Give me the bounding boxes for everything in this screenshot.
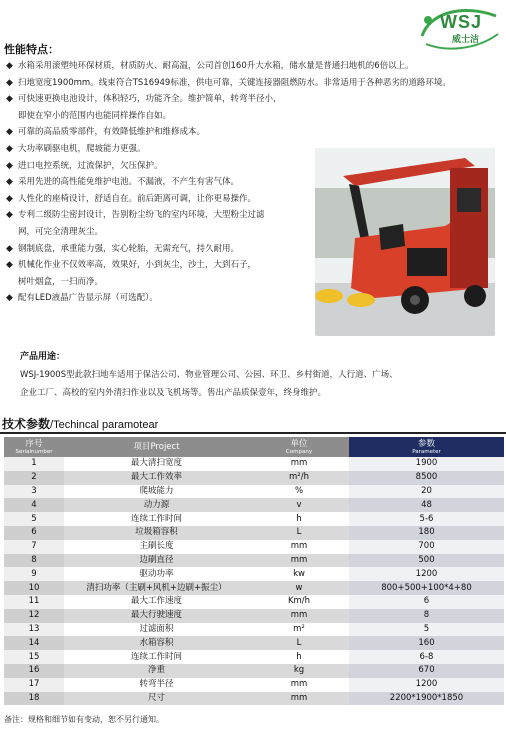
table-row bbox=[4, 692, 504, 706]
cell-project: 最大清扫宽度 bbox=[64, 457, 249, 471]
cell-unit: kw bbox=[249, 567, 349, 581]
cell-unit: mm bbox=[249, 609, 349, 623]
diamond-bullet-icon: ◆ bbox=[6, 61, 13, 71]
feature-item: ◆ 采用先进的高性能免维护电池。不漏液，不产生有害气体。 bbox=[6, 174, 496, 191]
cell-serial: 16 bbox=[4, 664, 64, 678]
cell-serial: 12 bbox=[4, 609, 64, 623]
diamond-bullet-icon: ◆ bbox=[6, 77, 13, 88]
spec-title-en: /Techincal paramotear bbox=[50, 419, 159, 431]
diamond-bullet-icon: ◆ bbox=[6, 193, 13, 204]
cell-project: 驱动功率 bbox=[64, 567, 249, 581]
cell-project: 连续工作时间 bbox=[64, 512, 249, 526]
feature-item: ◆ 水箱采用滚塑纯环保材质，材质防火、耐高温，公司首创160升大水箱，储水量是普通扫地机的6倍以上。 bbox=[6, 58, 496, 75]
cell-parameter: 48 bbox=[349, 498, 504, 512]
cell-project: 最大行驶速度 bbox=[64, 609, 249, 623]
cell-project: 最大工作效率 bbox=[64, 471, 249, 485]
cell-project: 最大工作速度 bbox=[64, 595, 249, 609]
cell-parameter: 180 bbox=[349, 526, 504, 540]
cell-serial: 15 bbox=[4, 650, 64, 664]
column-header-unit: 单位 Company bbox=[249, 437, 349, 457]
usage-text bbox=[20, 366, 490, 402]
table-row bbox=[4, 650, 504, 664]
footnote: 备注：规格和细节如有变动，恕不另行通知。 bbox=[4, 715, 164, 724]
table-row bbox=[4, 595, 504, 609]
feature-item: ◆ 大功率刷驱电机，爬坡能力更强。 bbox=[6, 141, 496, 158]
cell-unit: L bbox=[249, 526, 349, 540]
cell-unit: h bbox=[249, 512, 349, 526]
table-row bbox=[4, 498, 504, 512]
feature-item: ◆ 钢制底盘，承重能力强，实心轮胎，无需充气，持久耐用。 bbox=[6, 241, 496, 258]
cell-unit: v bbox=[249, 498, 349, 512]
cell-parameter: 700 bbox=[349, 540, 504, 554]
cell-serial: 17 bbox=[4, 678, 64, 692]
column-header-serial: 序号 Serialnumber bbox=[4, 437, 64, 457]
logo-text: WSJ bbox=[440, 12, 483, 32]
cell-unit: mm bbox=[249, 457, 349, 471]
feature-item-continued: 网，可完全清理灰尘。 bbox=[18, 226, 104, 237]
feature-item: ◆ 扫地宽度1900mm。线束符合TS16949标准，供电可靠，关键连接器阻燃防水。非常适用于各种恶劣的道路环境。 bbox=[6, 75, 496, 92]
cell-unit: mm bbox=[249, 554, 349, 568]
cell-unit: L bbox=[249, 636, 349, 650]
table-row bbox=[4, 471, 504, 485]
table-row bbox=[4, 609, 504, 623]
cell-parameter: 20 bbox=[349, 485, 504, 499]
table-row bbox=[4, 678, 504, 692]
diamond-bullet-icon: ◆ bbox=[6, 210, 13, 221]
cell-unit: h bbox=[249, 650, 349, 664]
spec-header-row bbox=[4, 437, 504, 457]
cell-unit: m²/h bbox=[249, 471, 349, 485]
feature-item: ◆ 配有LED液晶广告显示屏（可选配）。 bbox=[6, 290, 496, 307]
usage-title: 产品用途： bbox=[20, 352, 66, 362]
diamond-bullet-icon: ◆ bbox=[6, 243, 13, 254]
diamond-bullet-icon: ◆ bbox=[6, 94, 13, 105]
cell-parameter: 2200*1900*1850 bbox=[349, 692, 504, 706]
diamond-bullet-icon: ◆ bbox=[6, 143, 13, 154]
diamond-bullet-icon: ◆ bbox=[6, 177, 13, 188]
feature-item: ◆ 可靠的高品质零部件，有效降低维护和维修成本。 bbox=[6, 124, 496, 141]
cell-project: 尺寸 bbox=[64, 692, 249, 706]
spec-title bbox=[2, 415, 158, 432]
feature-item: ◆ 人性化的座椅设计，舒适自在。前后距离可调，让你更易操作。 bbox=[6, 191, 496, 208]
diamond-bullet-icon: ◆ bbox=[6, 293, 13, 304]
table-row bbox=[4, 567, 504, 581]
cell-project: 清扫功率（主刷+风机+边刷+振尘） bbox=[64, 581, 249, 595]
feature-item: ◆ 进口电控系统，过流保护，欠压保护。 bbox=[6, 158, 496, 175]
feature-item: ◆ 可快速更换电池设计，体积轻巧，功能齐全。维护简单，转弯半径小， bbox=[6, 91, 496, 108]
cell-project: 转弯半径 bbox=[64, 678, 249, 692]
table-row bbox=[4, 485, 504, 499]
cell-serial: 4 bbox=[4, 498, 64, 512]
spec-divider bbox=[0, 432, 506, 434]
feature-item-continued: 树叶烟盒，一扫而净。 bbox=[18, 276, 104, 287]
cell-parameter: 1900 bbox=[349, 457, 504, 471]
cell-serial: 3 bbox=[4, 485, 64, 499]
cell-serial: 14 bbox=[4, 636, 64, 650]
sweeper-photo bbox=[315, 148, 495, 336]
table-row bbox=[4, 636, 504, 650]
cell-project: 边刷直径 bbox=[64, 554, 249, 568]
table-row bbox=[4, 512, 504, 526]
feature-item: ◆ 机械化作业不仅效率高，效果好，小到灰尘，沙土，大到石子， bbox=[6, 257, 496, 274]
cell-unit: mm bbox=[249, 678, 349, 692]
cell-parameter: 800+500+100*4+80 bbox=[349, 581, 504, 595]
cell-parameter: 6-8 bbox=[349, 650, 504, 664]
cell-unit: mm bbox=[249, 540, 349, 554]
cell-serial: 11 bbox=[4, 595, 64, 609]
cell-project: 爬坡能力 bbox=[64, 485, 249, 499]
cell-parameter: 1200 bbox=[349, 678, 504, 692]
cell-project: 垃圾箱容积 bbox=[64, 526, 249, 540]
table-row bbox=[4, 457, 504, 471]
table-row bbox=[4, 664, 504, 678]
cell-parameter: 670 bbox=[349, 664, 504, 678]
cell-serial: 10 bbox=[4, 581, 64, 595]
cell-parameter: 160 bbox=[349, 636, 504, 650]
cell-parameter: 6 bbox=[349, 595, 504, 609]
cell-serial: 8 bbox=[4, 554, 64, 568]
diamond-bullet-icon: ◆ bbox=[6, 160, 13, 171]
cell-project: 过滤面积 bbox=[64, 623, 249, 637]
cell-parameter: 500 bbox=[349, 554, 504, 568]
table-row bbox=[4, 623, 504, 637]
cell-project: 主刷长度 bbox=[64, 540, 249, 554]
cell-project: 净重 bbox=[64, 664, 249, 678]
cell-serial: 5 bbox=[4, 512, 64, 526]
feature-item-continued: 即使在窄小的范围内也能同样操作自如。 bbox=[18, 110, 172, 121]
logo-subtext: 威士洁 bbox=[452, 35, 480, 45]
cell-unit: m² bbox=[249, 623, 349, 637]
spec-title-cn: 技术参数 bbox=[2, 417, 51, 431]
cell-project: 动力源 bbox=[64, 498, 249, 512]
table-row bbox=[4, 526, 504, 540]
cell-unit: % bbox=[249, 485, 349, 499]
table-row bbox=[4, 540, 504, 554]
diamond-bullet-icon: ◆ bbox=[6, 127, 13, 138]
cell-serial: 7 bbox=[4, 540, 64, 554]
cell-serial: 9 bbox=[4, 567, 64, 581]
cell-project: 连续工作时间 bbox=[64, 650, 249, 664]
table-row bbox=[4, 581, 504, 595]
cell-serial: 13 bbox=[4, 623, 64, 637]
cell-parameter: 8500 bbox=[349, 471, 504, 485]
usage-line: WSJ-1900S型此款扫地车适用于保洁公司、物业管理公司、公园、环卫、乡村街道，人行道、广场、 bbox=[20, 370, 398, 380]
feature-item: ◆ 专利二级防尘密封设计，告别粉尘纷飞的室内环境，大型粉尘过滤 bbox=[6, 207, 496, 224]
cell-parameter: 1200 bbox=[349, 567, 504, 581]
cell-serial: 1 bbox=[4, 457, 64, 471]
cell-unit: Km/h bbox=[249, 595, 349, 609]
cell-unit: kg bbox=[249, 664, 349, 678]
diamond-bullet-icon: ◆ bbox=[6, 260, 13, 271]
cell-unit: mm bbox=[249, 692, 349, 706]
features-title: 性能特点： bbox=[4, 43, 59, 56]
cell-unit: w bbox=[249, 581, 349, 595]
table-row bbox=[4, 554, 504, 568]
column-header-parameter: 参数 Parameter bbox=[349, 437, 504, 457]
cell-serial: 6 bbox=[4, 526, 64, 540]
cell-project: 水箱容积 bbox=[64, 636, 249, 650]
cell-serial: 18 bbox=[4, 692, 64, 706]
cell-serial: 2 bbox=[4, 471, 64, 485]
spec-table bbox=[4, 437, 504, 705]
column-header-project: 项目Project bbox=[64, 437, 249, 457]
usage-line: 企业工厂、高校的室内外清扫作业以及飞机场等。售出产品质保壹年，终身维护。 bbox=[20, 388, 327, 398]
cell-parameter: 8 bbox=[349, 609, 504, 623]
cell-parameter: 5-6 bbox=[349, 512, 504, 526]
cell-parameter: 5 bbox=[349, 623, 504, 637]
